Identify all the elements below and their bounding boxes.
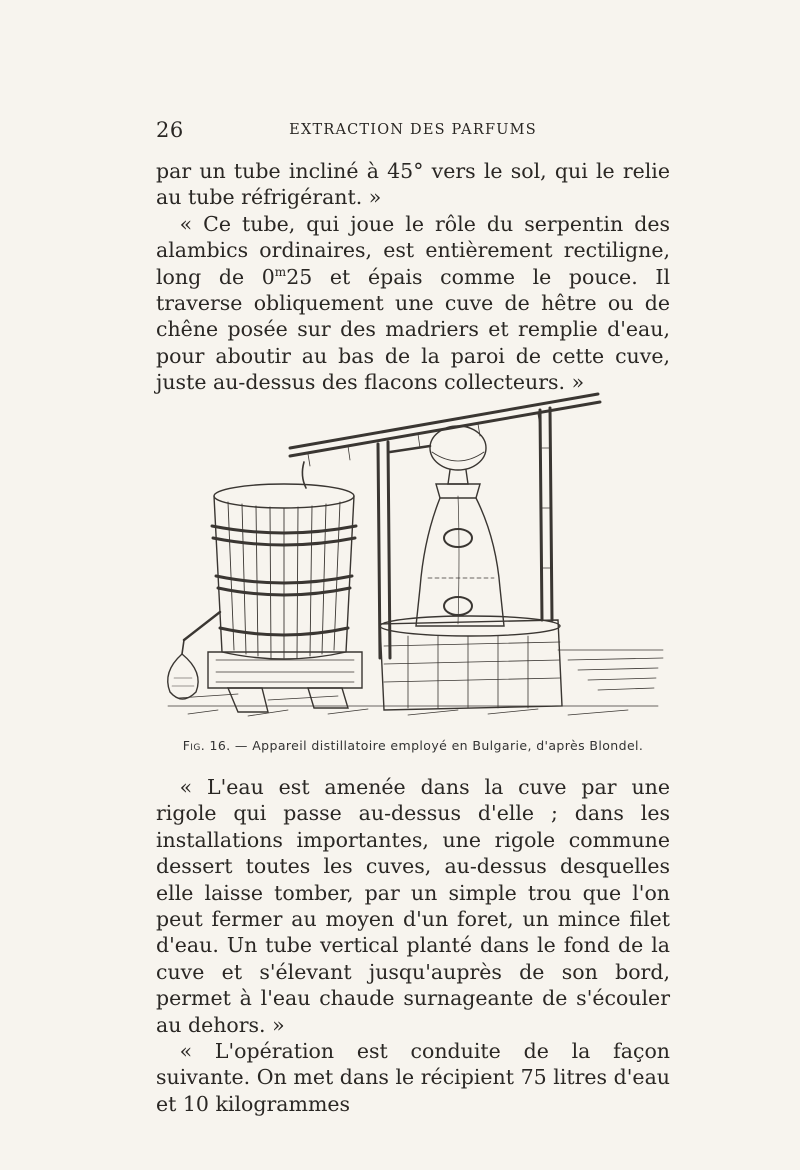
wooden-beams <box>208 652 362 712</box>
text-block-bottom <box>156 774 670 1117</box>
measure-value: 25 <box>286 264 313 289</box>
measure-after: et <box>312 264 351 289</box>
running-title: EXTRACTION DES PARFUMS <box>289 122 537 138</box>
measure-exponent: m <box>274 264 287 279</box>
paragraph: « L'eau est amenée dans la cuve par une rigole qui passe au-dessus d'elle ; dans les installations importantes, une rigole commune dessert toutes les cuves, au-dessus desquelles elle laisse tomber, par un simple trou que l'on peut fermer au moyen d'un foret, un mince filet d'eau. Un tube vertical planté dans le fond de la cuve et s'élevant jusqu'auprès de son bord, permet à l'eau chaude surnageante de s'écouler au dehors. » <box>156 775 670 1037</box>
text-block-top <box>156 158 670 396</box>
distillation-apparatus-engraving <box>158 388 670 728</box>
paragraph: par un tube incliné à 45° vers le sol, qui le relie au tube réfrigérant. » <box>156 159 670 210</box>
inclined-pipe <box>290 394 600 466</box>
stone-furnace <box>380 616 562 710</box>
figure-caption-text: — Appareil distillatoire employé en Bulgarie, d'après Blondel. <box>230 738 644 753</box>
paragraph: « L'opération est conduite de la façon suivante. On met dans le récipient 75 litres d'eau et 10 kilogrammes <box>156 1039 670 1116</box>
page-header <box>156 118 670 144</box>
figure-illustration <box>158 388 670 728</box>
collector-flask <box>168 612 220 699</box>
wooden-tub <box>212 484 356 659</box>
paragraph-text: épais comme le pouce. Il traverse obliquement une cuve de hêtre ou de chêne posée sur des madriers et remplie d'eau, pour aboutir au bas de la paroi de cette cuve, juste au-dessus des flacons collecteurs. » <box>156 264 670 395</box>
paragraph-text: « Ce tube, qui joue le rôle du serpentin des alambics ordinaires, est entièrement rectiligne, long de 0 <box>156 211 670 289</box>
paragraph <box>156 211 670 396</box>
copper-still <box>388 426 504 626</box>
figure-label: Fig. 16. <box>182 738 231 753</box>
page-number: 26 <box>156 118 184 142</box>
figure-caption <box>156 738 670 753</box>
